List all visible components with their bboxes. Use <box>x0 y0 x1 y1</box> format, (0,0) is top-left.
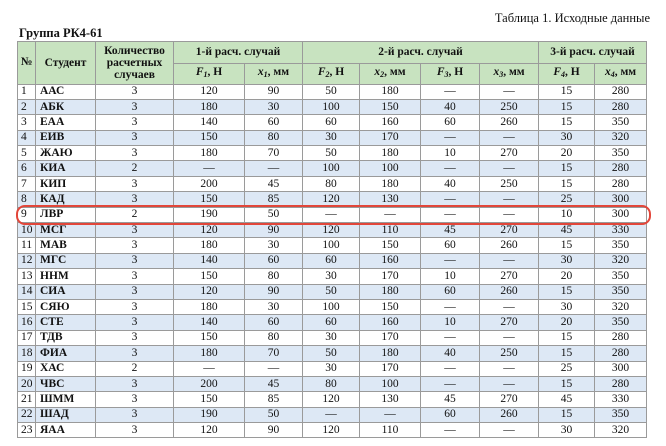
table-cell: 120 <box>174 84 245 99</box>
table-cell: 3 <box>96 269 174 284</box>
table-cell: 50 <box>245 407 303 422</box>
student-name: СИА <box>36 284 96 299</box>
table-cell: 120 <box>303 223 360 238</box>
subheader-f2: $F_2$, Н <box>303 64 360 85</box>
table-cell: 260 <box>480 407 539 422</box>
table-cell: 250 <box>480 176 539 191</box>
table-cell: 10 <box>421 269 480 284</box>
table-cell: 30 <box>539 423 595 438</box>
table-cell: 130 <box>360 392 421 407</box>
table-cell: 20 <box>539 146 595 161</box>
table-cell: 3 <box>96 330 174 345</box>
table-cell: — <box>480 253 539 268</box>
table-cell: 110 <box>360 223 421 238</box>
table-cell: 350 <box>595 315 647 330</box>
table-cell: 60 <box>303 253 360 268</box>
table-cell: 3 <box>96 192 174 207</box>
table-cell: 60 <box>303 115 360 130</box>
table-cell: 180 <box>360 84 421 99</box>
table-cell: — <box>245 361 303 376</box>
table-cell: 200 <box>174 176 245 191</box>
table-cell: 130 <box>360 192 421 207</box>
table-cell: — <box>421 253 480 268</box>
table-cell: — <box>480 207 539 222</box>
student-name: МГС <box>36 253 96 268</box>
table-cell: 280 <box>595 346 647 361</box>
table-cell: 150 <box>174 392 245 407</box>
table-cell: 160 <box>360 253 421 268</box>
row-number: 1 <box>18 84 36 99</box>
table-cell: 180 <box>360 284 421 299</box>
student-name: ЕАА <box>36 115 96 130</box>
table-cell: 30 <box>245 299 303 314</box>
table-cell: — <box>421 376 480 391</box>
table-cell: 15 <box>539 99 595 114</box>
table-cell: 85 <box>245 392 303 407</box>
table-cell: 15 <box>539 176 595 191</box>
subheader-f4: $F_4$, Н <box>539 64 595 85</box>
row-number: 3 <box>18 115 36 130</box>
table-cell: 3 <box>96 115 174 130</box>
table-cell: 140 <box>174 315 245 330</box>
table-cell: 15 <box>539 84 595 99</box>
header-case3: 3-й расч. случай <box>539 42 647 64</box>
student-name: КИП <box>36 176 96 191</box>
row-number: 12 <box>18 253 36 268</box>
table-cell: — <box>174 361 245 376</box>
table-cell: 60 <box>245 253 303 268</box>
table-cell: 300 <box>595 192 647 207</box>
row-number: 9 <box>18 207 36 222</box>
row-number: 18 <box>18 346 36 361</box>
table-cell: 270 <box>480 392 539 407</box>
table-cell: 30 <box>303 330 360 345</box>
student-name: ЕИВ <box>36 130 96 145</box>
table-cell: 15 <box>539 115 595 130</box>
table-cell: — <box>421 192 480 207</box>
student-name: АБК <box>36 99 96 114</box>
table-cell: 80 <box>245 269 303 284</box>
table-cell: 15 <box>539 407 595 422</box>
row-number: 8 <box>18 192 36 207</box>
table-cell: — <box>480 84 539 99</box>
student-name: ШАД <box>36 407 96 422</box>
row-number: 2 <box>18 99 36 114</box>
table-cell: 50 <box>303 284 360 299</box>
table-cell: 100 <box>303 238 360 253</box>
table-cell: — <box>480 192 539 207</box>
table-row <box>18 284 647 299</box>
student-name: ШММ <box>36 392 96 407</box>
table-cell: 300 <box>595 207 647 222</box>
subheader-f1: $F_1$, Н <box>174 64 245 85</box>
table-cell: 30 <box>303 361 360 376</box>
table-cell: 10 <box>421 315 480 330</box>
table-cell: 50 <box>303 84 360 99</box>
student-name: ФИА <box>36 346 96 361</box>
table-cell: 160 <box>360 315 421 330</box>
table-cell: 160 <box>360 115 421 130</box>
table-cell: — <box>421 423 480 438</box>
table-cell: — <box>421 330 480 345</box>
table-cell: 150 <box>360 99 421 114</box>
table-row <box>18 223 647 238</box>
table-row <box>18 361 647 376</box>
table-cell: 3 <box>96 299 174 314</box>
table-cell: 120 <box>174 223 245 238</box>
table-row <box>18 407 647 422</box>
row-number: 17 <box>18 330 36 345</box>
row-number: 20 <box>18 376 36 391</box>
table-cell: 3 <box>96 376 174 391</box>
table-cell: 150 <box>174 130 245 145</box>
row-number: 22 <box>18 407 36 422</box>
header-num: № <box>18 42 36 85</box>
table-cell: 50 <box>245 207 303 222</box>
table-cell: 30 <box>539 130 595 145</box>
table-cell: 270 <box>480 315 539 330</box>
table-cell: 60 <box>245 115 303 130</box>
table-cell: 15 <box>539 161 595 176</box>
table-cell: 280 <box>595 330 647 345</box>
header-count: Количество расчетных случаев <box>96 42 174 85</box>
header-case1: 1-й расч. случай <box>174 42 303 64</box>
table-cell: 60 <box>421 238 480 253</box>
table-cell: 25 <box>539 361 595 376</box>
table-cell: 40 <box>421 99 480 114</box>
table-cell: 280 <box>595 176 647 191</box>
table-row <box>18 176 647 191</box>
table-cell: 80 <box>245 130 303 145</box>
table-cell: 45 <box>539 223 595 238</box>
table-cell: 350 <box>595 238 647 253</box>
table-row <box>18 423 647 438</box>
table-cell: 320 <box>595 130 647 145</box>
subheader-x3: $x_3$, мм <box>480 64 539 85</box>
table-cell: 3 <box>96 238 174 253</box>
table-cell: 150 <box>174 192 245 207</box>
table-cell: 350 <box>595 146 647 161</box>
table-cell: 3 <box>96 392 174 407</box>
table-row <box>18 269 647 284</box>
table-row <box>18 207 647 222</box>
row-number: 11 <box>18 238 36 253</box>
table-cell: 260 <box>480 115 539 130</box>
table-cell: 90 <box>245 223 303 238</box>
student-name: ЛВР <box>36 207 96 222</box>
table-cell: 25 <box>539 192 595 207</box>
table-row <box>18 192 647 207</box>
table-cell: 30 <box>303 269 360 284</box>
table-row <box>18 115 647 130</box>
student-name: ЧВС <box>36 376 96 391</box>
table-cell: 2 <box>96 161 174 176</box>
table-cell: 120 <box>174 423 245 438</box>
table-cell: — <box>480 161 539 176</box>
table-cell: 45 <box>539 392 595 407</box>
table-cell: 350 <box>595 115 647 130</box>
table-cell: 140 <box>174 115 245 130</box>
table-cell: — <box>360 207 421 222</box>
table-cell: — <box>480 299 539 314</box>
row-number: 21 <box>18 392 36 407</box>
student-name: КАД <box>36 192 96 207</box>
table-cell: 150 <box>174 330 245 345</box>
table-cell: — <box>421 361 480 376</box>
row-number: 10 <box>18 223 36 238</box>
table-cell: 70 <box>245 146 303 161</box>
table-cell: 270 <box>480 223 539 238</box>
table-cell: 170 <box>360 330 421 345</box>
table-cell: 180 <box>360 146 421 161</box>
table-cell: 70 <box>245 346 303 361</box>
table-cell: — <box>421 130 480 145</box>
table-caption: Таблица 1. Исходные данные <box>494 11 650 25</box>
table-cell: 350 <box>595 269 647 284</box>
row-number: 16 <box>18 315 36 330</box>
table-cell: 260 <box>480 238 539 253</box>
table-cell: 100 <box>303 161 360 176</box>
table-cell: 320 <box>595 299 647 314</box>
table-cell: 85 <box>245 192 303 207</box>
table-cell: 60 <box>421 284 480 299</box>
table-cell: 180 <box>360 346 421 361</box>
table-cell: 30 <box>539 253 595 268</box>
table-cell: 100 <box>360 161 421 176</box>
table-row <box>18 392 647 407</box>
subheader-x4: $x_4$, мм <box>595 64 647 85</box>
table-cell: 50 <box>303 146 360 161</box>
table-cell: 20 <box>539 315 595 330</box>
table-cell: — <box>303 207 360 222</box>
table-cell: 250 <box>480 346 539 361</box>
table-cell: — <box>480 130 539 145</box>
table-cell: 260 <box>480 284 539 299</box>
table-cell: 100 <box>303 299 360 314</box>
student-name: МСГ <box>36 223 96 238</box>
table-cell: 15 <box>539 376 595 391</box>
table-cell: 90 <box>245 84 303 99</box>
table-cell: 180 <box>360 176 421 191</box>
data-table <box>17 41 647 438</box>
table-cell: 330 <box>595 392 647 407</box>
table-cell: 15 <box>539 330 595 345</box>
table-cell: 30 <box>245 99 303 114</box>
student-name: КИА <box>36 161 96 176</box>
table-cell: 170 <box>360 130 421 145</box>
subheader-x1: $x_1$, мм <box>245 64 303 85</box>
table-cell: 320 <box>595 253 647 268</box>
student-name: СЯЮ <box>36 299 96 314</box>
table-cell: 330 <box>595 223 647 238</box>
table-cell: 90 <box>245 423 303 438</box>
table-cell: 180 <box>174 299 245 314</box>
table-row <box>18 253 647 268</box>
table-cell: 3 <box>96 346 174 361</box>
table-cell: 3 <box>96 284 174 299</box>
student-name: МАВ <box>36 238 96 253</box>
row-number: 5 <box>18 146 36 161</box>
student-name: ЯАА <box>36 423 96 438</box>
table-cell: 280 <box>595 84 647 99</box>
table-cell: 150 <box>174 269 245 284</box>
student-name: ННМ <box>36 269 96 284</box>
table-cell: 40 <box>421 176 480 191</box>
table-cell: 30 <box>245 238 303 253</box>
table-cell: 120 <box>303 192 360 207</box>
table-cell: 320 <box>595 423 647 438</box>
table-cell: — <box>360 407 421 422</box>
table-cell: 45 <box>245 176 303 191</box>
table-row <box>18 376 647 391</box>
student-name: ЖАЮ <box>36 146 96 161</box>
table-row <box>18 84 647 99</box>
table-row <box>18 238 647 253</box>
table-cell: 3 <box>96 407 174 422</box>
table-cell: 2 <box>96 207 174 222</box>
table-cell: 3 <box>96 99 174 114</box>
table-cell: — <box>303 407 360 422</box>
table-cell: 60 <box>303 315 360 330</box>
table-cell: 3 <box>96 84 174 99</box>
table-cell: 20 <box>539 269 595 284</box>
student-name: ТДВ <box>36 330 96 345</box>
table-cell: 15 <box>539 238 595 253</box>
table-cell: 10 <box>421 146 480 161</box>
subheader-f3: $F_3$, Н <box>421 64 480 85</box>
table-cell: — <box>245 161 303 176</box>
table-cell: 3 <box>96 176 174 191</box>
table-cell: 150 <box>360 299 421 314</box>
table-cell: 3 <box>96 315 174 330</box>
row-number: 23 <box>18 423 36 438</box>
table-row <box>18 315 647 330</box>
table-cell: 30 <box>303 130 360 145</box>
table-cell: 120 <box>303 423 360 438</box>
group-title: Группа РК4-61 <box>19 26 103 40</box>
table-cell: 3 <box>96 423 174 438</box>
row-number: 4 <box>18 130 36 145</box>
table-cell: — <box>421 161 480 176</box>
row-number: 14 <box>18 284 36 299</box>
table-row <box>18 146 647 161</box>
table-cell: 110 <box>360 423 421 438</box>
table-cell: 3 <box>96 223 174 238</box>
table-cell: — <box>421 84 480 99</box>
table-row <box>18 346 647 361</box>
table-cell: 100 <box>360 376 421 391</box>
table-cell: 60 <box>245 315 303 330</box>
table-row <box>18 330 647 345</box>
table-cell: 30 <box>539 299 595 314</box>
table-cell: 280 <box>595 161 647 176</box>
table-cell: 200 <box>174 376 245 391</box>
table-cell: 170 <box>360 361 421 376</box>
table-cell: — <box>421 207 480 222</box>
table-cell: 300 <box>595 361 647 376</box>
table-cell: 280 <box>595 99 647 114</box>
table-cell: — <box>174 161 245 176</box>
table-cell: 180 <box>174 238 245 253</box>
header-case2: 2-й расч. случай <box>303 42 539 64</box>
table-cell: 3 <box>96 130 174 145</box>
table-cell: 350 <box>595 407 647 422</box>
table-cell: 60 <box>421 407 480 422</box>
table-cell: 80 <box>303 376 360 391</box>
table-cell: — <box>480 376 539 391</box>
table-cell: 15 <box>539 284 595 299</box>
table-cell: 3 <box>96 146 174 161</box>
table-cell: — <box>480 361 539 376</box>
table-cell: 150 <box>360 238 421 253</box>
table-cell: 170 <box>360 269 421 284</box>
table-cell: 250 <box>480 99 539 114</box>
table-cell: 180 <box>174 346 245 361</box>
table-cell: 45 <box>421 223 480 238</box>
table-cell: — <box>480 423 539 438</box>
table-cell: 120 <box>303 392 360 407</box>
subheader-x2: $x_2$, мм <box>360 64 421 85</box>
table-cell: 190 <box>174 207 245 222</box>
table-cell: 270 <box>480 269 539 284</box>
row-number: 6 <box>18 161 36 176</box>
row-number: 15 <box>18 299 36 314</box>
table-row <box>18 161 647 176</box>
row-number: 19 <box>18 361 36 376</box>
student-name: ХАС <box>36 361 96 376</box>
table-cell: 60 <box>421 115 480 130</box>
table-cell: 15 <box>539 346 595 361</box>
table-cell: 100 <box>303 99 360 114</box>
student-name: СТЕ <box>36 315 96 330</box>
row-number: 13 <box>18 269 36 284</box>
table-cell: 190 <box>174 407 245 422</box>
table-cell: 80 <box>245 330 303 345</box>
table-cell: 10 <box>539 207 595 222</box>
table-cell: 120 <box>174 284 245 299</box>
table-cell: 90 <box>245 284 303 299</box>
table-cell: — <box>421 299 480 314</box>
table-cell: 180 <box>174 99 245 114</box>
table-cell: 270 <box>480 146 539 161</box>
table-cell: — <box>480 330 539 345</box>
row-number: 7 <box>18 176 36 191</box>
table-cell: 80 <box>303 176 360 191</box>
table-cell: 180 <box>174 146 245 161</box>
table-cell: 350 <box>595 284 647 299</box>
table-cell: 2 <box>96 361 174 376</box>
table-cell: 50 <box>303 346 360 361</box>
table-row <box>18 130 647 145</box>
table-cell: 140 <box>174 253 245 268</box>
table-cell: 40 <box>421 346 480 361</box>
table-cell: 280 <box>595 376 647 391</box>
table-cell: 45 <box>245 376 303 391</box>
table-row <box>18 299 647 314</box>
table-row <box>18 99 647 114</box>
header-student: Студент <box>36 42 96 85</box>
student-name: ААС <box>36 84 96 99</box>
table-cell: 3 <box>96 253 174 268</box>
table-cell: 45 <box>421 392 480 407</box>
